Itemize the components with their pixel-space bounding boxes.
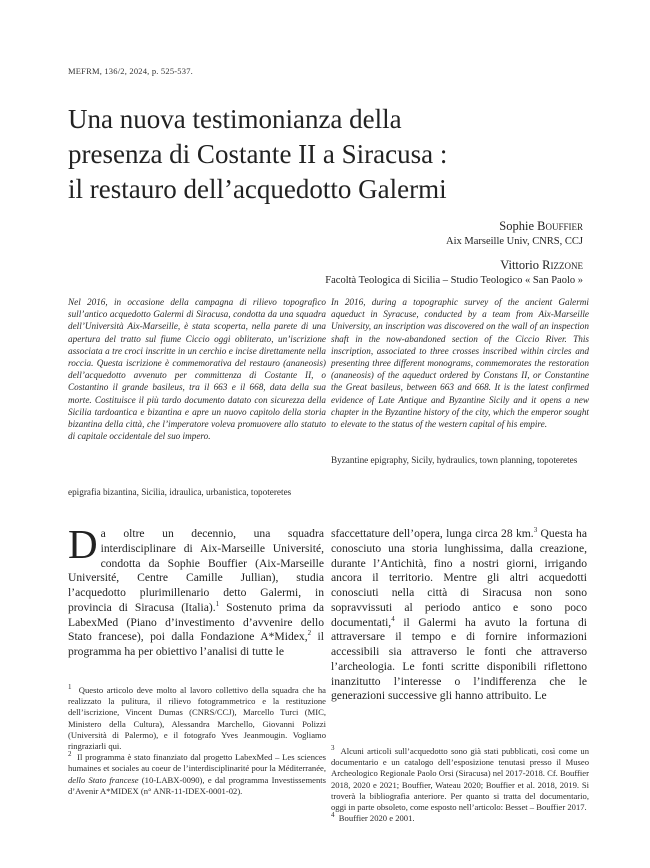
footnotes-right	[331, 746, 589, 824]
title-line: il restauro dell’acquedotto Galermi	[68, 174, 447, 204]
footnote-text: Bouffier 2020 e 2001.	[338, 813, 415, 824]
author-family-name: Rizzone	[542, 258, 583, 272]
body-text: sfaccettature dell’opera, lunga circa 28 km.	[331, 527, 534, 540]
footnote-text: Il programma è stato finanziato dal progetto LabexMed – Les sciences humaines et sociales au coeur de l’interdisciplinarité pour la Méditerranée,	[68, 752, 326, 774]
footnote-number: 1	[68, 683, 72, 692]
footnotes-left	[68, 685, 326, 797]
body-text: a oltre un decennio, una squadra interdisciplinare di Aix-Marseille Université, condotta da Sophie Bouffier (Aix-Marseille Université, Centre Camille Jullian), studia l’acquedotto plurimillenario detto Galermi, in provincia di Siracusa (Italia).	[68, 527, 324, 614]
footnote-text-italic: dello Stato francese	[68, 774, 139, 785]
body-text: il Galermi ha avuto la fortuna di attraversare il tempo e di fornire informazioni accessibili sia attraverso le fonti che attraverso l’archeologia. Le fonti scritte disponibili riflettono inanzitutto l’interesse o l’indifferenza che le generazioni successive gli hanno attribuito. Le	[331, 615, 587, 703]
footnote-number: 2	[68, 750, 72, 759]
author-affiliation: Aix Marseille Univ, CNRS, CCJ	[446, 236, 583, 247]
abstract-text: In 2016, during a topographic survey of the ancient Galermi aqueduct in Syracuse, conducted by a team from Aix-Marseille University, an inscription was discovered on the wall of an inspection shaft in the now-abandoned section of the Ciccio River. This inscription, associated to three crosses inscribed within circles and presenting three different monograms, commemorates the restoration (ananeosis) of the aqueduct ordered by Constans II, or Constantine the Great basileus, between 663 and 668. It is the latest confirmed evidence of Late Antique and Byzantine Sicily and it opens a new chapter in the Byzantine history of the city, which the emperor sought to elevate to the status of the western capital of his empire.	[331, 297, 589, 430]
footnote-ref: 4	[391, 614, 395, 623]
author-given-name: Vittorio	[500, 258, 540, 272]
body-text: Sostenuto prima da LabexMed (Piano d’investimento d’avvenire dello Stato francese), poi dalla Fondazione A*Midex,	[68, 600, 324, 644]
body-column-right	[331, 527, 587, 704]
footnote-text: (10-LABX-0090), e dal programma Investissements d’Avenir A*MIDEX (n° ANR-11-IDEX-0001-02).	[68, 774, 326, 796]
footnote-ref: 2	[307, 629, 312, 638]
abstract-text: Nel 2016, in occasione della campagna di rilievo topografico sull’antico acquedotto Galermi di Siracusa, condotta da una squadra dell’Università Aix-Marseille, è stata scoperta, nella parete di una apertura del tratto sul fiume Ciccio oggi obliterato, un’iscrizione associata a tre croci inscritte in un cerchio e incise direttamente nella roccia. Questa iscrizione è commemorativa del restauro (ananeosis) dell’acquedotto avvenuto per committenza di Costante II, o Costantino il grande basileus, tra il 663 e il 668, data della sua morte. Costituisce il più tardo documento datato con sicurezza della Sicilia tardoantica e bizantina e apre un nuovo capitolo della storia bizantina della città, che l’imperatore voleva promuovere allo statuto di capitale occidentale del suo impero.	[68, 297, 326, 442]
footnote-number: 3	[331, 744, 335, 753]
author-given-name: Sophie	[499, 219, 535, 233]
title-line: Una nuova testimonianza della	[68, 104, 402, 134]
footnote	[331, 746, 589, 813]
body-text: Questa ha conosciuto una storia lunghissima, dalla creazione, durante l’Antichità, fino a nostri giorni, irrigando ancora il territorio. Mentre gli altri acquedotti conosciuti nella città di Siracusa non sono sopravvissuti al periodo antico e sono poco documentati,	[331, 527, 587, 629]
footnote	[331, 813, 589, 824]
author-affiliation: Facoltà Teologica di Sicilia – Studio Teologico « San Paolo »	[325, 275, 583, 286]
journal-reference: MEFRM, 136/2, 2024, p. 525-537.	[68, 66, 193, 76]
footnote	[68, 752, 326, 797]
footnote-number: 4	[331, 811, 335, 820]
abstract-italian	[68, 296, 326, 442]
keywords-english: Byzantine epigraphy, Sicily, hydraulics, town planning, topoteretes	[331, 455, 578, 465]
footnote-text: Alcuni articoli sull’acquedotto sono già stati pubblicati, così come un documentario e un catalogo dell’esposizione tenutasi presso il Museo Archeologico Regionale Paolo Orsi (Siracusa) nel 2017-2018. Cf. Bouffier 2018, 2020 e 2021; Bouffier, Wateau 2020; Bouffier et al. 2018, 2019. Si troverà la bibliografia anteriore. Per quanto si tratta del documentario, oggi in parte obsoleto, come esposto nell’articolo: Besset – Bouffier 2017.	[331, 746, 589, 813]
keywords-italian: epigrafia bizantina, Sicilia, idraulica, urbanistica, topoteretes	[68, 487, 292, 497]
footnote-text: Questo articolo deve molto al lavoro collettivo della squadra che ha realizzato la pulitura, il rilievo fotogrammetrico e la restituzione dell’iscrizione, Vincent Dumas (CNRS/CCJ), Marcello Turci (MIC, Ministero della Cultura), Alessandra Marchello, Giovanni Polizzi (Università di Palermo), e il fotografo Yves Jeanmougin. Vogliamo ringraziarli qui.	[68, 685, 327, 752]
body-column-left	[68, 521, 324, 660]
author-name	[500, 258, 583, 273]
footnote-ref: 3	[533, 526, 538, 535]
author-family-name: Bouffier	[537, 219, 583, 233]
abstract-english	[331, 296, 589, 430]
footnote-ref: 1	[215, 599, 220, 608]
title-line: presenza di Costante II a Siracusa :	[68, 139, 448, 169]
article-title	[68, 102, 588, 207]
author-name	[499, 219, 583, 234]
body-text: il programma ha per obiettivo l’analisi di tutte le	[68, 630, 324, 658]
drop-cap: D	[68, 521, 98, 567]
footnote	[68, 685, 326, 752]
